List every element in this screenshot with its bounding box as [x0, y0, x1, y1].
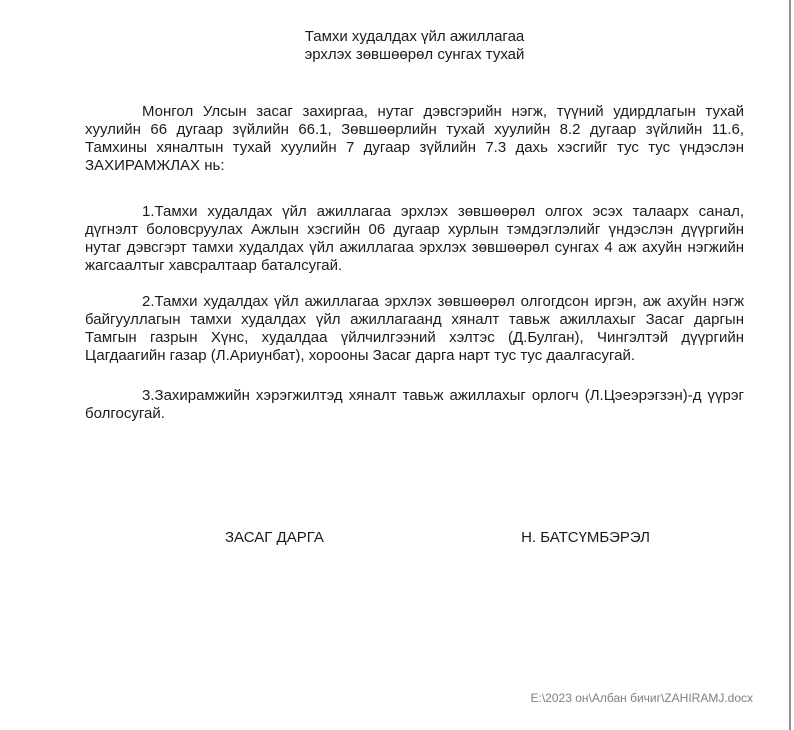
decree-item-3: 3.Захирамжийн хэрэгжилтэд хяналт тавьж ажиллахыг орлогч (Л.Цэеэрэгзэн)-д үүрэг болгосугай.	[85, 387, 744, 422]
signature-row	[85, 529, 744, 547]
intro-paragraph: Монгол Улсын засаг захиргаа, нутаг дэвсгэрийн нэгж, түүний удирдлагын тухай хуулийн 66 дугаар зүйлийн 66.1, Зөвшөөрлийн тухай хуулийн 8.2 дугаар зүйлийн 11.6, Тамхины хяналтын тухай хуулийн 7 дугаар зүйлийн 7.3 дахь хэсгийг тус тус үндэслэн ЗАХИРАМЖЛАХ нь:	[85, 103, 744, 174]
footer-file-path: E:\2023 он\Албан бичиг\ZAHIRAMJ.docx	[530, 691, 753, 705]
signature-position-title: ЗАСАГ ДАРГА	[225, 529, 324, 546]
decree-item-1: 1.Тамхи худалдах үйл ажиллагаа эрхлэх зөвшөөрөл олгох эсэх талаарх санал, дүгнэлт боловсруулах Ажлын хэсгийн 06 дугаар хурлын тэмдэглэлийг үндэслэн дүүргийн нутаг дэвсгэрт тамхи худалдах үйл ажиллагаа эрхлэх зөвшөөрөл сунгах 4 аж ахуйн нэгжийн жагсаалтыг хавсралтаар баталсугай.	[85, 203, 744, 274]
signature-name: Н. БАТСҮМБЭРЭЛ	[521, 529, 650, 546]
document-title-line-2: эрхлэх зөвшөөрөл сунгах тухай	[304, 46, 525, 63]
document-title-line-1: Тамхи худалдах үйл ажиллагаа	[304, 28, 525, 45]
decree-item-2: 2.Тамхи худалдах үйл ажиллагаа эрхлэх зөвшөөрөл олгогдсон иргэн, аж ахуйн нэгж байгууллагын тамхи худалдах үйл ажиллагаанд хяналт тавьж ажиллахыг Засаг даргын Тамгын газрын Хүнс, худалдаа үйлчилгээний хэлтэс (Д.Булган), Чингэлтэй дүүргийн Цагдаагийн газар (Л.Ариунбат), хорооны Засаг дарга нарт тус тус даалгасугай.	[85, 293, 744, 364]
document-title	[85, 28, 744, 64]
window-right-edge	[789, 0, 791, 730]
document-content	[0, 28, 794, 547]
